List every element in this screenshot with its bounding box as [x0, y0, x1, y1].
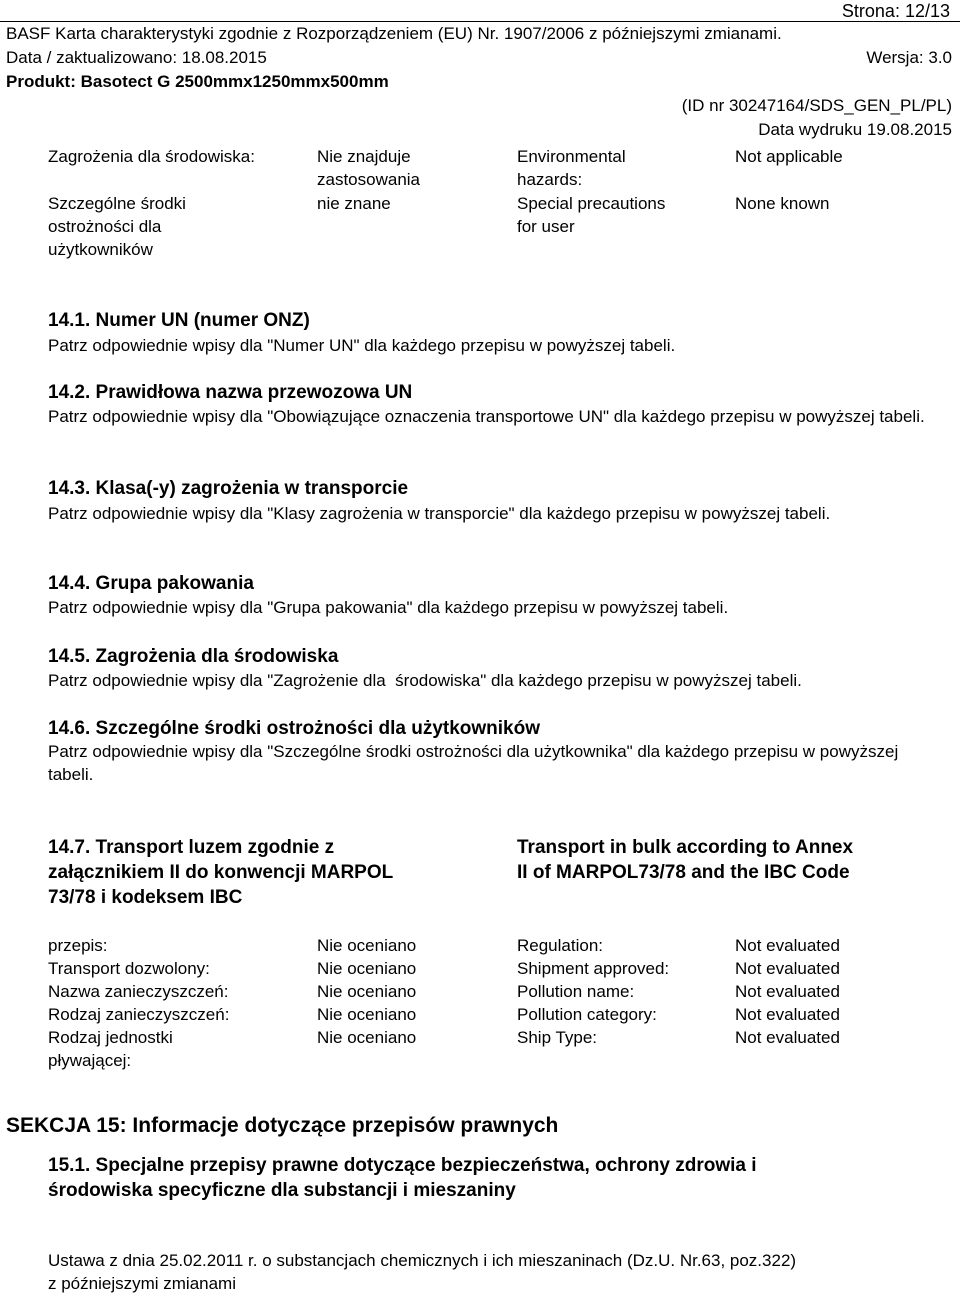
section-heading: 14.3. Klasa(-y) zagrożenia w transporcie	[48, 478, 409, 499]
marpol-value-pl: Nie oceniano	[317, 936, 417, 955]
marpol-value-en: Not evaluated	[735, 982, 840, 1001]
marpol-value-en: Not evaluated	[735, 959, 840, 978]
marpol-label-en: Pollution category:	[517, 1005, 657, 1024]
special-precautions-label-en-2: for user	[517, 217, 575, 236]
special-precautions-value-en: None known	[735, 194, 830, 213]
special-precautions-label-en: Special precautions	[517, 194, 666, 213]
special-precautions-label-pl-3: użytkowników	[48, 240, 153, 259]
section-text: Patrz odpowiednie wpisy dla "Numer UN" dla każdego przepisu w powyższej tabeli.	[48, 336, 676, 355]
marpol-value-en: Not evaluated	[735, 936, 840, 955]
marpol-row	[0, 1026, 960, 1049]
marpol-label-pl: przepis:	[48, 936, 108, 955]
marpol-label-en: Pollution name:	[517, 982, 635, 1001]
section-heading: 14.1. Numer UN (numer ONZ)	[48, 310, 310, 331]
env-hazards-value-pl: Nie znajduje	[317, 147, 411, 166]
marpol-value-pl: Nie oceniano	[317, 1028, 417, 1047]
marpol-title-pl-2: załącznikiem II do konwencji MARPOL	[48, 862, 394, 883]
env-hazards-label-en: Environmental	[517, 147, 626, 166]
law-reference-2: z późniejszymi zmianami	[48, 1274, 236, 1293]
marpol-label-pl: Rodzaj jednostki	[48, 1028, 173, 1047]
special-precautions-label-pl: Szczególne środki	[48, 194, 186, 213]
marpol-title-pl: 14.7. Transport luzem zgodnie z	[48, 837, 335, 858]
marpol-label-en: Ship Type:	[517, 1028, 598, 1047]
special-precautions-label-pl-2: ostrożności dla	[48, 217, 162, 236]
product-name: Produkt: Basotect G 2500mmx1250mmx500mm	[6, 72, 389, 91]
marpol-label-en: Shipment approved:	[517, 959, 670, 978]
marpol-label-pl: Nazwa zanieczyszczeń:	[48, 982, 229, 1001]
print-date: Data wydruku 19.08.2015	[758, 120, 952, 139]
marpol-value-en: Not evaluated	[735, 1028, 840, 1047]
marpol-row	[0, 980, 960, 1003]
marpol-value-pl: Nie oceniano	[317, 959, 417, 978]
version: Wersja: 3.0	[866, 48, 952, 67]
revision-date: Data / zaktualizowano: 18.08.2015	[6, 48, 267, 67]
marpol-row	[0, 1003, 960, 1026]
env-hazards-label-pl: Zagrożenia dla środowiska:	[48, 147, 255, 166]
page-number: Strona: 12/13	[841, 1, 950, 21]
marpol-title-en-2: II of MARPOL73/78 and the IBC Code	[517, 862, 850, 883]
marpol-row	[0, 934, 960, 957]
marpol-value-pl: Nie oceniano	[317, 1005, 417, 1024]
section-text: Patrz odpowiednie wpisy dla "Zagrożenie dla środowiska" dla każdego przepisu w powyższej tabeli.	[48, 671, 802, 690]
section-heading: 14.4. Grupa pakowania	[48, 573, 254, 594]
section-heading: 14.6. Szczególne środki ostrożności dla użytkowników	[48, 718, 541, 739]
section-15-1-heading: 15.1. Specjalne przepisy prawne dotyczące bezpieczeństwa, ochrony zdrowia i	[48, 1155, 757, 1176]
section-heading: 14.5. Zagrożenia dla środowiska	[48, 646, 339, 667]
document-id: (ID nr 30247164/SDS_GEN_PL/PL)	[681, 96, 952, 115]
env-hazards-value-en: Not applicable	[735, 147, 843, 166]
section-15-title: SEKCJA 15: Informacje dotyczące przepisów prawnych	[6, 1114, 559, 1137]
marpol-label-pl: Rodzaj zanieczyszczeń:	[48, 1005, 230, 1024]
document-title: BASF Karta charakterystyki zgodnie z Rozporządzeniem (EU) Nr. 1907/2006 z późniejszymi zmianami.	[6, 24, 782, 43]
law-reference: Ustawa z dnia 25.02.2011 r. o substancjach chemicznych i ich mieszaninach (Dz.U. Nr.63, poz.322)	[48, 1251, 797, 1270]
marpol-title-en: Transport in bulk according to Annex	[517, 837, 854, 858]
env-hazards-label-en-cont: hazards:	[517, 170, 583, 189]
header-rule	[0, 21, 960, 22]
section-15-1-heading-2: środowiska specyficzne dla substancji i mieszaniny	[48, 1180, 516, 1201]
marpol-value-en: Not evaluated	[735, 1005, 840, 1024]
marpol-row	[0, 957, 960, 980]
marpol-label-en: Regulation:	[517, 936, 604, 955]
marpol-label-pl-cont: pływającej:	[48, 1051, 132, 1070]
section-text: Patrz odpowiednie wpisy dla "Szczególne środki ostrożności dla użytkownika" dla każdego przepisu w powyższej tabeli.	[48, 742, 899, 784]
section-text: Patrz odpowiednie wpisy dla "Klasy zagrożenia w transporcie" dla każdego przepisu w powyższej tabeli.	[48, 504, 831, 523]
section-heading: 14.2. Prawidłowa nazwa przewozowa UN	[48, 382, 413, 403]
marpol-value-pl: Nie oceniano	[317, 982, 417, 1001]
special-precautions-value-pl: nie znane	[317, 194, 391, 213]
marpol-label-pl: Transport dozwolony:	[48, 959, 210, 978]
env-hazards-value-pl-cont: zastosowania	[317, 170, 421, 189]
marpol-title-pl-3: 73/78 i kodeksem IBC	[48, 887, 243, 908]
section-text: Patrz odpowiednie wpisy dla "Grupa pakowania" dla każdego przepisu w powyższej tabeli.	[48, 598, 729, 617]
section-text: Patrz odpowiednie wpisy dla "Obowiązujące oznaczenia transportowe UN" dla każdego przepisu w powyższej tabeli.	[48, 407, 925, 426]
